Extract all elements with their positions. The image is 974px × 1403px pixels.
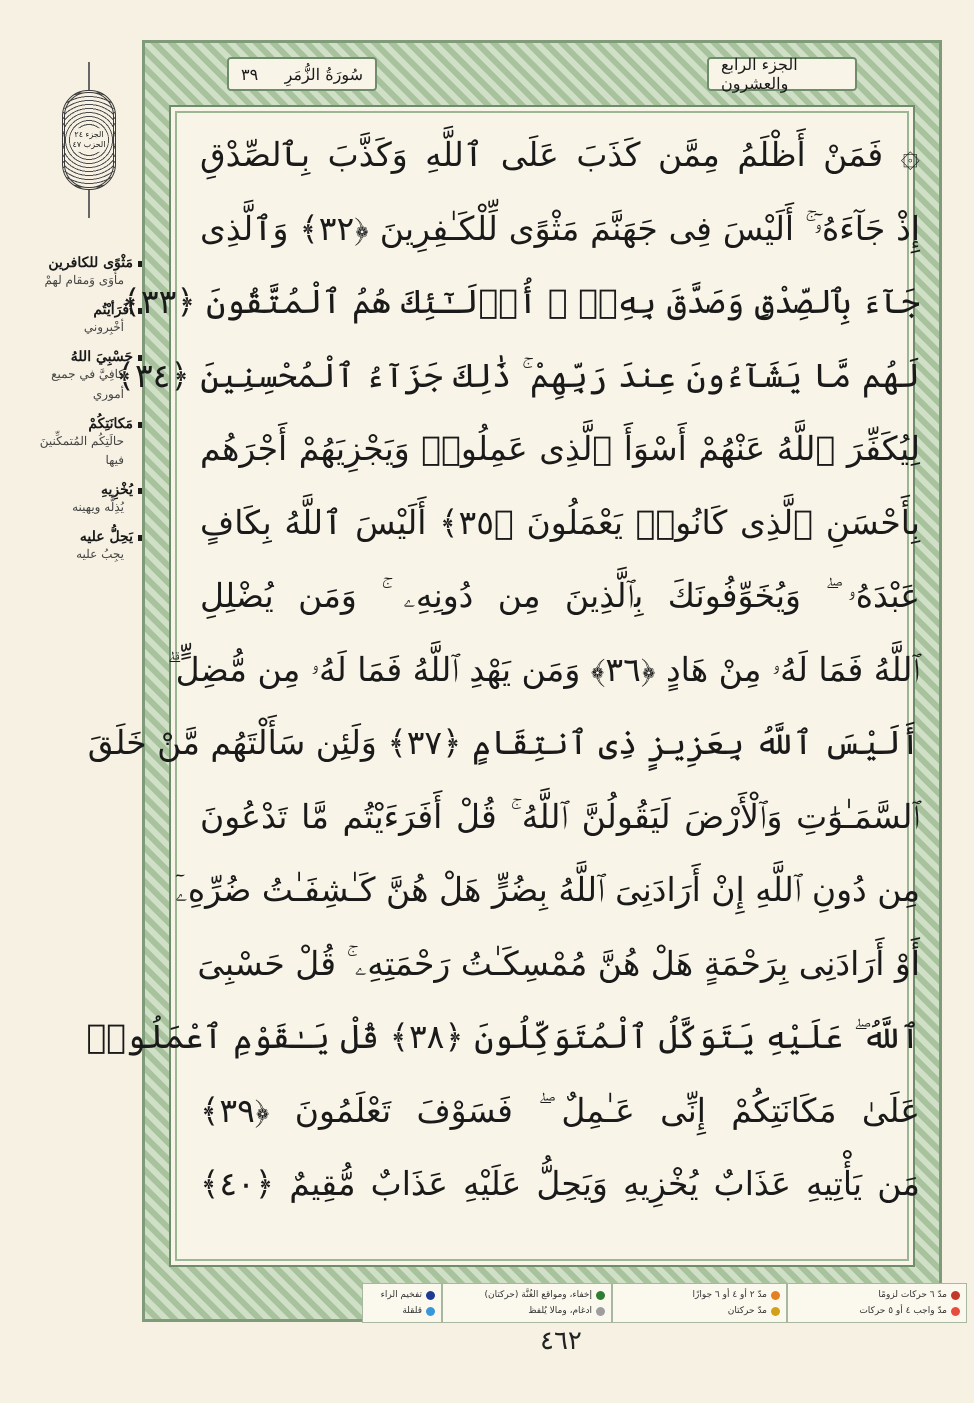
color-dot-icon (771, 1307, 780, 1316)
glossary-term: مَكانَتِكُمْ (88, 415, 133, 432)
verse-line: إِذْ جَآءَهُۥٓ ۚ أَلَيْسَ فِى جَهَنَّمَ مَثْوًى لِّلْكَـٰفِرِينَ ﴿٣٢﴾ وَٱلَّذِى (200, 208, 921, 248)
verse-line: ٱلسَّمَـٰوَٰتِ وَٱلْأَرْضَ لَيَقُولُنَّ ٱللَّهُ ۚ قُلْ أَفَرَءَيْتُم مَّا تَدْعُونَ (200, 796, 920, 836)
color-dot-icon (771, 1291, 780, 1300)
glossary-term: يَحِلُّ عليه (79, 529, 133, 546)
glossary-term: حَسْبِيَ اللهُ (70, 349, 133, 366)
glossary-term: أفَرَأيْتُم (93, 302, 133, 319)
legend-column (787, 1283, 967, 1323)
verse-line: أَلَيْسَ ٱللَّهُ بِعَزِيزٍ ذِى ٱنتِقَامٍ ﴿٣٧﴾ وَلَئِن سَأَلْتَهُم مَّنْ خَلَقَ (87, 723, 920, 763)
hizb-number: الحزب ٤٧ (72, 140, 106, 149)
page-number: ٤٦٢ (540, 1326, 582, 1356)
glossary-definition: مأوَى وَمقام لهمْ (44, 273, 124, 287)
legend-item: ادغام، ومالا يُلفظ (449, 1306, 605, 1316)
glossary-term: مَثْوًى للكافرين (48, 255, 133, 271)
glossary-definition: يجِبُ عليه (76, 547, 124, 562)
legend-column (362, 1283, 442, 1323)
legend-item: مدّ ٦ حركات لزومًا (794, 1290, 960, 1300)
color-dot-icon (596, 1307, 605, 1316)
glossary-definition: يُذِلُّه ويهينه (72, 500, 124, 515)
hizb-marker-label (70, 128, 109, 151)
verse-line: عَبْدَهُۥ ۖ وَيُخَوِّفُونَكَ بِٱلَّذِينَ مِن دُونِهِۦ ۚ وَمَن يُضْلِلِ (200, 576, 920, 616)
tajweed-legend (302, 1283, 967, 1323)
legend-column (612, 1283, 787, 1323)
verse-line: ٱللَّهُ ۖ عَلَيْهِ يَتَوَكَّلُ ٱلْمُتَوَكِّلُونَ ﴿٣٨﴾ قُلْ يَـٰقَوْمِ ٱعْمَلُوا۟ (86, 1017, 920, 1057)
surah-header-box (227, 57, 377, 91)
glossary-definition: أخْبِروني (83, 320, 124, 335)
verse-line: بِأَحْسَنِ ٱلَّذِى كَانُوا۟ يَعْمَلُونَ ﴿٣٥﴾ أَلَيْسَ ٱللَّهُ بِكَافٍ (200, 502, 920, 542)
juz-header-box (707, 57, 857, 91)
legend-item: مدّ حركتان (619, 1306, 780, 1316)
legend-item: مدّ واجب ٤ أو ٥ حركات (794, 1306, 960, 1316)
verse-line: ٱللَّهُ فَمَا لَهُۥ مِنْ هَادٍ ﴿٣٦﴾ وَمَن يَهْدِ ٱللَّهُ فَمَا لَهُۥ مِن مُّضِلٍّ ۗ (167, 649, 920, 689)
surah-page-number: ٣٩ (241, 64, 259, 84)
verse-line: جَآءَ بِٱلصِّدْقِ وَصَدَّقَ بِهِۦٓ ۙ أُو۟لَـٰٓئِكَ هُمُ ٱلْمُتَّقُونَ ﴿٣٣﴾ (121, 282, 920, 322)
color-dot-icon (426, 1307, 435, 1316)
glossary-entry (20, 416, 144, 470)
rosette-ornament (62, 90, 116, 190)
glossary-entry (20, 529, 144, 564)
color-dot-icon (951, 1291, 960, 1300)
glossary-term: يُخْزِيهِ (100, 482, 133, 499)
verse-line: مَن يَأْتِيهِ عَذَابٌ يُخْزِيهِ وَيَحِلُّ عَلَيْهِ عَذَابٌ مُّقِيمٌ ﴿٤٠﴾ (200, 1164, 920, 1204)
rosette-stem-top (88, 62, 90, 90)
legend-item: قلقلة (369, 1306, 435, 1316)
juz-number: الجزء ٢٤ (74, 130, 104, 140)
hizb-rosette (62, 62, 116, 232)
glossary-definition: كافِيَّ في جميع أموري (51, 367, 124, 401)
legend-column (442, 1283, 612, 1323)
verse-line: عَلَىٰ مَكَانَتِكُمْ إِنِّى عَـٰمِلٌ ۖ فَسَوْفَ تَعْلَمُونَ ﴿٣٩﴾ (200, 1090, 920, 1130)
color-dot-icon (596, 1291, 605, 1300)
legend-item: مدّ ٢ أو ٤ أو ٦ جوازًا (619, 1290, 780, 1300)
verse-line: مِن دُونِ ٱللَّهِ إِنْ أَرَادَنِىَ ٱللَّهُ بِضُرٍّ هَلْ هُنَّ كَـٰشِفَـٰتُ ضُرِّهِۦٓ (175, 870, 920, 910)
legend-item: تفخيم الراء (369, 1290, 435, 1300)
verse-line: لِيُكَفِّرَ ٱللَّهُ عَنْهُمْ أَسْوَأَ ٱلَّذِى عَمِلُوا۟ وَيَجْزِيَهُمْ أَجْرَهُم (200, 429, 920, 469)
surah-name: سُورَةُ الزُّمَرِ (284, 64, 363, 84)
page-header (167, 51, 917, 97)
juz-label: الجزء الرابع والعشرون (721, 55, 798, 93)
legend-item: إخفاء، ومواقع الغُنَّة (حركتان) (449, 1290, 605, 1300)
color-dot-icon (951, 1307, 960, 1316)
glossary-entry (20, 482, 144, 517)
color-dot-icon (426, 1291, 435, 1300)
rosette-stem-bottom (88, 190, 90, 218)
verse-line: ۞ فَمَنْ أَظْلَمُ مِمَّن كَذَبَ عَلَى ٱللَّهِ وَكَذَّبَ بِٱلصِّدْقِ (200, 135, 920, 175)
verse-line: أَوْ أَرَادَنِى بِرَحْمَةٍ هَلْ هُنَّ مُمْسِكَـٰتُ رَحْمَتِهِۦ ۚ قُلْ حَسْبِىَ (197, 943, 920, 983)
glossary-definition: حالَتِكُم المُتمكِّنينَ فيها (39, 433, 124, 467)
verse-line: لَهُم مَّا يَشَآءُونَ عِندَ رَبِّهِمْ ۚ ذَٰلِكَ جَزَآءُ ٱلْمُحْسِنِينَ ﴿٣٤﴾ (115, 355, 920, 395)
